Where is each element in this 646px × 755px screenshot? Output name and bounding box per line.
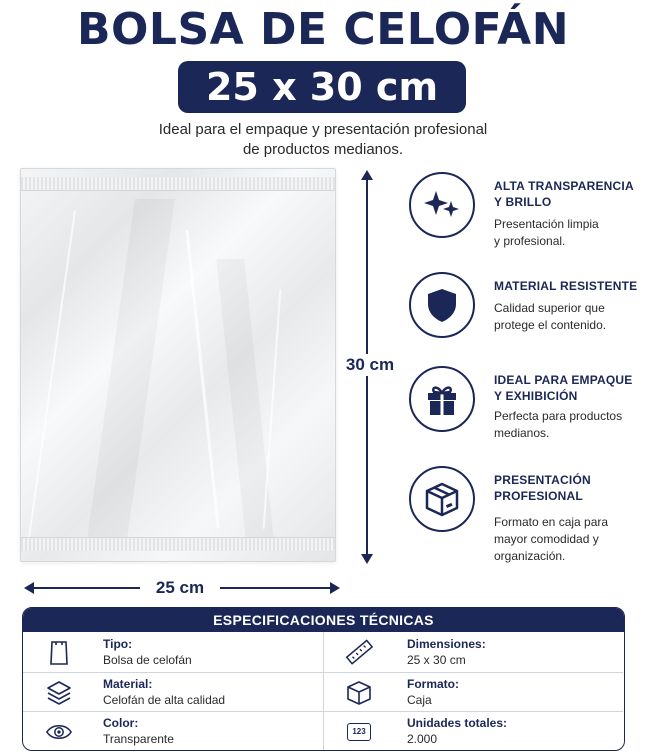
spec-dimensions [323, 633, 623, 672]
size-badge: 25 x 30 cm [178, 61, 466, 113]
table-row [23, 633, 623, 672]
spec-value: 2.000 [407, 732, 438, 746]
spec-value: Transparente [103, 732, 174, 746]
cellophane-bag-image [20, 168, 336, 562]
spec-value: Celofán de alta calidad [103, 693, 226, 707]
spec-label: Color: [103, 716, 139, 730]
ruler-icon [345, 638, 373, 668]
spec-label: Formato: [407, 677, 459, 691]
bag-bottom-seal [21, 537, 335, 551]
bag-icon [48, 639, 70, 667]
feature-title: Y BRILLO [494, 195, 552, 209]
feature-desc: Perfecta para productos [494, 409, 623, 423]
feature-desc: protege el contenido. [494, 318, 607, 332]
feature-title: Y EXHIBICIÓN [494, 389, 578, 403]
feature-title: PROFESIONAL [494, 489, 583, 503]
feature-material [409, 272, 641, 362]
width-label: 25 cm [140, 577, 220, 599]
subtitle [0, 120, 646, 160]
spec-value: Caja [407, 693, 432, 707]
feature-transparency [409, 172, 641, 262]
counter-icon: 123 [347, 723, 371, 741]
spec-label: Material: [103, 677, 153, 691]
shield-icon [422, 285, 462, 325]
feature-title: PRESENTACIÓN [494, 473, 591, 487]
layers-icon [45, 679, 73, 707]
spec-material [23, 673, 323, 712]
spec-value: Bolsa de celofán [103, 653, 192, 667]
spec-units [323, 712, 623, 751]
spec-label: Dimensiones: [407, 637, 486, 651]
table-row [23, 672, 623, 711]
page-title: BOLSA DE CELOFÁN [76, 4, 570, 55]
eye-icon [45, 721, 73, 743]
feature-desc: medianos. [494, 426, 550, 440]
feature-desc: Presentación limpia [494, 217, 599, 231]
feature-desc: mayor comodidad y [494, 532, 599, 546]
spec-value: 25 x 30 cm [407, 653, 466, 667]
spec-label: Tipo: [103, 637, 133, 651]
feature-desc: y profesional. [494, 234, 566, 248]
feature-presentation [409, 466, 641, 576]
bag-top-seal [21, 177, 335, 191]
feature-desc: organización. [494, 549, 566, 563]
height-label: 30 cm [340, 354, 400, 376]
spec-color [23, 712, 323, 751]
sparkles-icon [422, 185, 462, 225]
feature-title: MATERIAL RESISTENTE [494, 279, 638, 293]
spec-format [323, 673, 623, 712]
specs-header: ESPECIFICACIONES TÉCNICAS [23, 608, 624, 632]
feature-desc: Formato en caja para [494, 515, 609, 529]
spec-type [23, 633, 323, 672]
table-row [23, 711, 623, 750]
feature-desc: Calidad superior que [494, 301, 605, 315]
subtitle-line-1: Ideal para el empaque y presentación profesional [158, 121, 488, 138]
box-icon [345, 679, 373, 707]
spec-label: Unidades totales: [407, 716, 508, 730]
gift-icon [422, 379, 462, 419]
box-icon [422, 479, 462, 519]
feature-title: IDEAL PARA EMPAQUE [494, 373, 633, 387]
arrow-down-icon [361, 554, 373, 564]
feature-display [409, 366, 641, 456]
subtitle-line-2: de productos medianos. [242, 141, 404, 158]
feature-title: ALTA TRANSPARENCIA [494, 179, 634, 193]
specs-table [22, 607, 625, 751]
arrow-right-icon [330, 582, 340, 594]
